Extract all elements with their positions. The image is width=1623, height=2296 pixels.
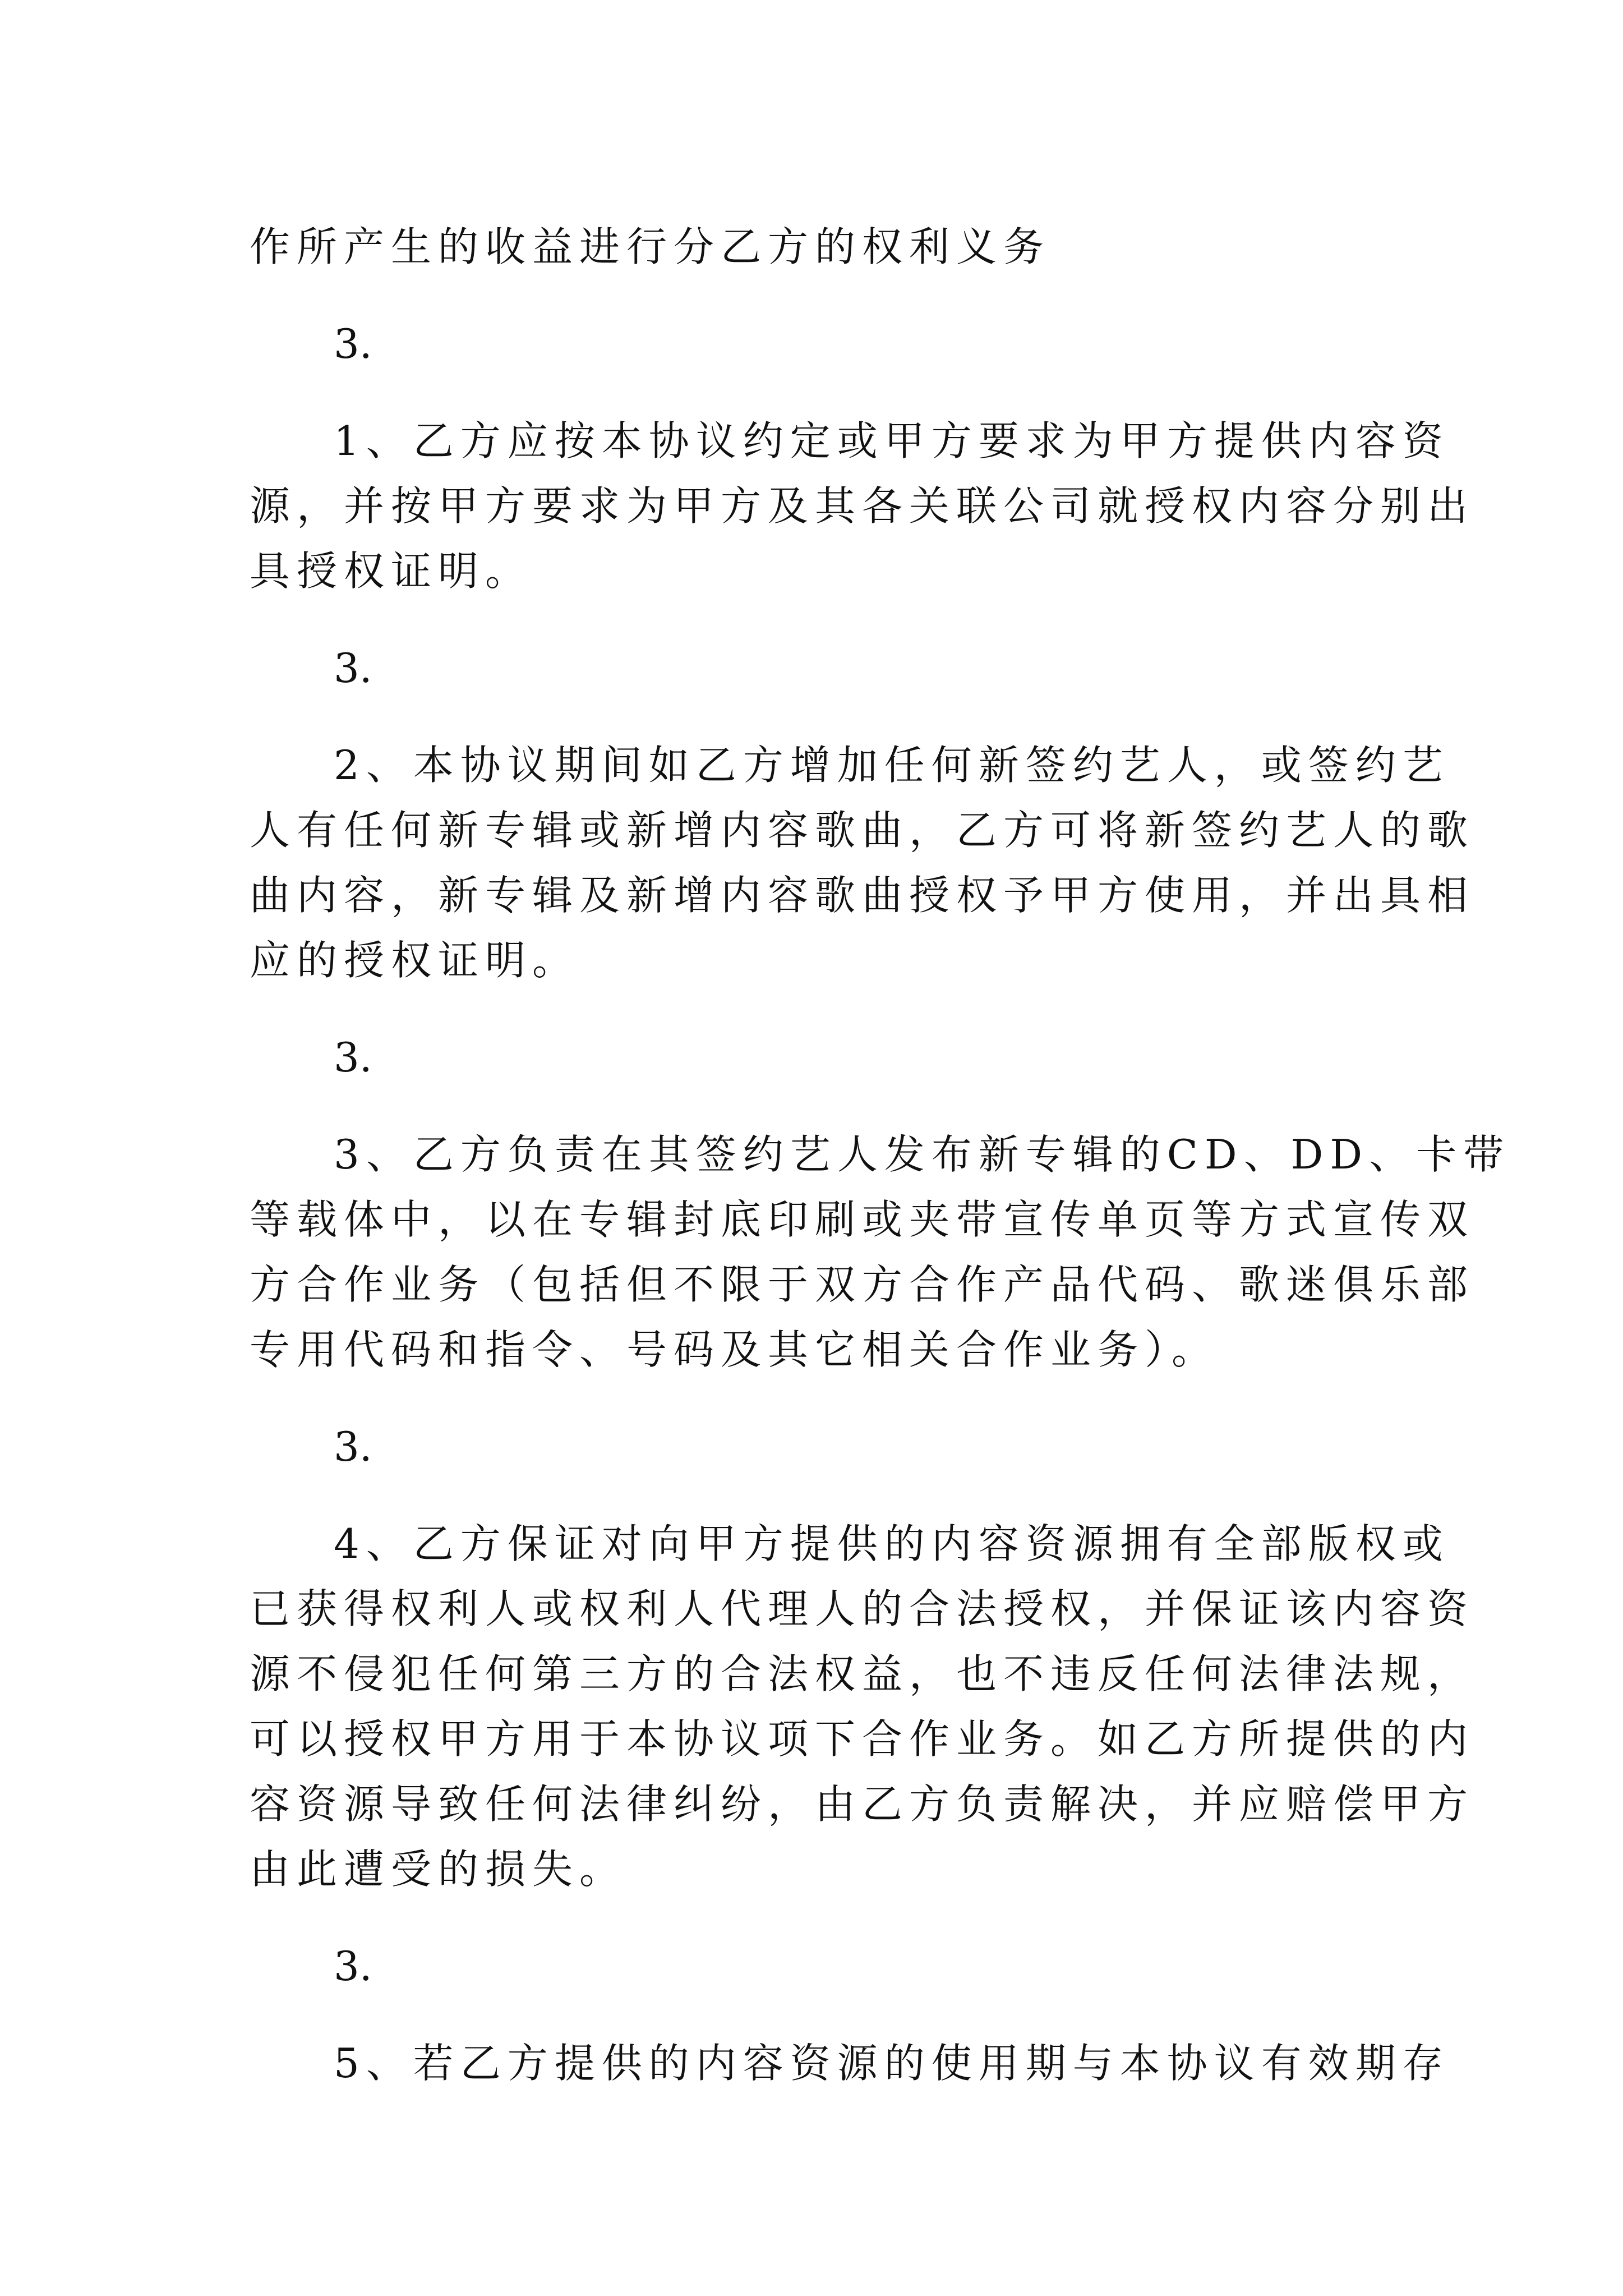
clause-1 (250, 408, 1475, 604)
section-number-5: 3. (334, 1943, 372, 1990)
text-line: 源，并按甲方要求为甲方及其各关联公司就授权内容分别出 (250, 482, 1475, 530)
text-line: 方合作业务（包括但不限于双方合作产品代码、歌迷俱乐部 (250, 1261, 1475, 1308)
text-line: 2、本协议期间如乙方增加任何新签约艺人，或签约艺 (334, 742, 1450, 789)
clause-3 (250, 1122, 1511, 1382)
text-line: 容资源导致任何法律纠纷，由乙方负责解决，并应赔偿甲方 (250, 1780, 1475, 1828)
clause-5 (250, 2031, 1450, 2096)
text-line: 作所产生的收益进行分乙方的权利义务 (250, 223, 1051, 270)
text-line: 3、乙方负责在其签约艺人发布新专辑的CD、DD、卡带 (334, 1131, 1511, 1178)
text-line: 1、乙方应按本协议约定或甲方要求为甲方提供内容资 (334, 417, 1450, 464)
text-line: 4、乙方保证对向甲方提供的内容资源拥有全部版权或 (334, 1520, 1450, 1567)
text-line: 5、若乙方提供的内容资源的使用期与本协议有效期存 (334, 2040, 1450, 2087)
section-number-2: 3. (334, 645, 372, 692)
clause-2 (250, 733, 1475, 993)
text-line: 人有任何新专辑或新增内容歌曲，乙方可将新签约艺人的歌 (250, 807, 1475, 854)
text-line: 由此遭受的损失。 (250, 1846, 627, 1893)
section-number-4: 3. (334, 1423, 372, 1470)
paragraph-continued (250, 214, 1391, 279)
section-number-1: 3. (334, 320, 372, 367)
text-line: 可以授权甲方用于本协议项下合作业务。如乙方所提供的内 (250, 1715, 1475, 1763)
text-line: 曲内容，新专辑及新增内容歌曲授权予甲方使用，并出具相 (250, 872, 1475, 919)
text-line: 源不侵犯任何第三方的合法权益，也不违反任何法律法规， (250, 1650, 1475, 1697)
text-line: 专用代码和指令、号码及其它相关合作业务）。 (250, 1326, 1219, 1373)
clause-4 (250, 1511, 1475, 1902)
section-number-3: 3. (334, 1034, 372, 1081)
text-line: 具授权证明。 (250, 547, 533, 595)
text-line: 已获得权利人或权利人代理人的合法授权，并保证该内容资 (250, 1585, 1475, 1632)
text-line: 应的授权证明。 (250, 937, 580, 984)
document-body (250, 214, 1511, 2128)
text-line: 等载体中，以在专辑封底印刷或夹带宣传单页等方式宣传双 (250, 1196, 1475, 1243)
